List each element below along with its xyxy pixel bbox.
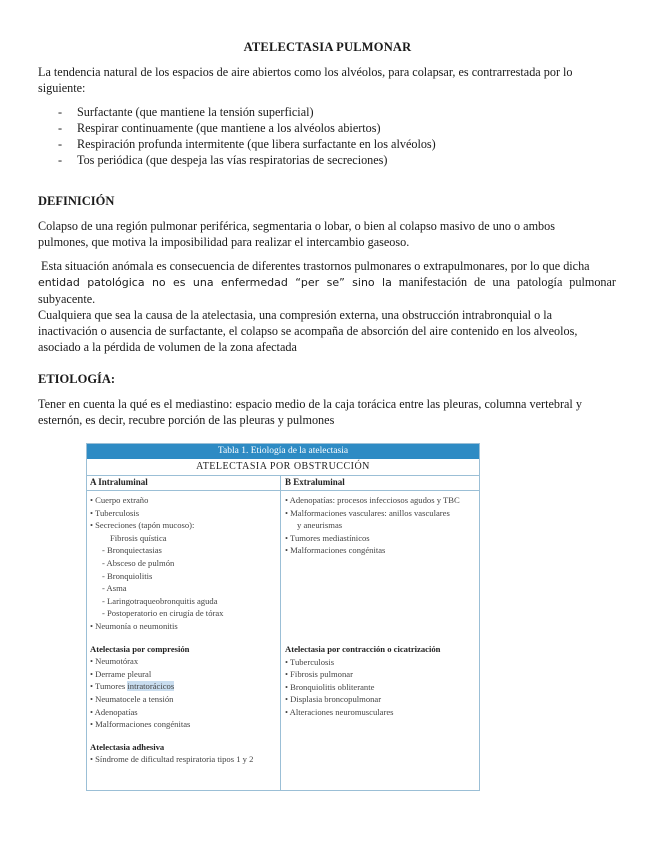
def-p1-line-2: pulmones, que motiva la imposibilidad para realizar el intercambio gaseoso. bbox=[38, 235, 410, 249]
table-row: • Neumonía o neumonitis bbox=[90, 620, 178, 631]
table-section-title: Atelectasia por compresión bbox=[90, 643, 190, 654]
list-item: - Tos periódica (que despeja las vías respiratorias de secreciones) bbox=[56, 152, 436, 168]
table-row: • Derrame pleural bbox=[90, 668, 152, 679]
definicion-paragraph-2 bbox=[38, 258, 616, 355]
table-row: • Tuberculosis bbox=[90, 507, 140, 518]
table-column-headers bbox=[87, 475, 479, 491]
text-highlight: intratorácicos bbox=[127, 681, 175, 692]
table-row: - Postoperatorio en cirugía de tórax bbox=[102, 608, 224, 619]
table-row: • Neumotórax bbox=[90, 656, 139, 667]
table-row: • Tuberculosis bbox=[285, 656, 335, 667]
def-p2-line-3: Cualquiera que sea la causa de la atelectasia, una compresión externa, una obstrucción intrabronquial o la bbox=[38, 308, 553, 322]
intro-paragraph bbox=[38, 64, 616, 96]
table-row: • Cuerpo extraño bbox=[90, 495, 149, 505]
etiologia-heading: ETIOLOGÍA: bbox=[38, 372, 116, 386]
table-section-title: Atelectasia adhesiva bbox=[90, 741, 165, 752]
table-divider bbox=[280, 475, 281, 790]
list-item: - Respirar continuamente (que mantiene a los alvéolos abiertos) bbox=[56, 120, 436, 136]
table-column-a bbox=[90, 494, 278, 766]
def-p2-line-2a: entidad patológica no es una enfermedad “per se” sino la bbox=[38, 276, 392, 289]
table-row: • Fibrosis pulmonar bbox=[285, 669, 353, 680]
table-row: • Tumores mediastínicos bbox=[285, 532, 370, 543]
list-item: - Surfactante (que mantiene la tensión superficial) bbox=[56, 104, 436, 120]
def-p2-line-2 bbox=[38, 274, 616, 307]
table-row bbox=[90, 680, 278, 693]
etio-line-1: Tener en cuenta la qué es el mediastino: espacio medio de la caja torácica entre las pleuras, columna vertebral y bbox=[38, 397, 582, 411]
etio-line-2: esternón, es decir, recubre porción de las pleuras y pulmones bbox=[38, 413, 335, 427]
table-caption: Tabla 1. Etiología de la atelectasia bbox=[87, 444, 479, 459]
table-row: - Laringotraqueobronquitis aguda bbox=[102, 595, 218, 606]
table-row: - Absceso de pulmón bbox=[102, 557, 175, 568]
table-row: • Displasia broncopulmonar bbox=[285, 694, 382, 705]
table-row: • Neumatocele a tensión bbox=[90, 693, 174, 704]
table-row: • Secreciones (tapón mucoso): bbox=[90, 520, 195, 531]
table-row: - Bronquiolitis bbox=[102, 570, 153, 581]
table-section-title: Atelectasia por contracción o cicatrización bbox=[285, 643, 441, 654]
etiology-table-figure bbox=[86, 443, 480, 791]
table-row: • Síndrome de dificultad respiratoria tipos 1 y 2 bbox=[90, 754, 254, 765]
table-row: Fibrosis quística bbox=[110, 532, 167, 543]
col-b-header: B Extraluminal bbox=[285, 477, 345, 487]
def-p2-line-5: asociado a la pérdida de volumen de la zona afectada bbox=[38, 340, 297, 354]
def-p2-line-4: inactivación o ausencia de surfactante, el colapso se acompaña de absorción del aire contenido en los alveolos, bbox=[38, 324, 578, 338]
table-row: • Bronquiolitis obliterante bbox=[285, 681, 375, 692]
table-row: y aneurismas bbox=[297, 520, 343, 531]
table-row: • Adenopatías: procesos infecciosos agudos y TBC bbox=[285, 495, 460, 505]
definicion-heading: DEFINICIÓN bbox=[38, 194, 115, 208]
table-row: • Alteraciones neuromusculares bbox=[285, 706, 394, 717]
def-p2-line-1: Esta situación anómala es consecuencia de diferentes trastornos pulmonares o extrapulmonares, por lo que dicha bbox=[41, 259, 590, 273]
table-row: • Malformaciones congénitas bbox=[285, 545, 386, 556]
highlighted-text: • Tumores intratorácicos bbox=[90, 681, 175, 692]
intro-line-2: siguiente: bbox=[38, 81, 86, 95]
intro-list bbox=[56, 104, 436, 168]
table-subtitle: ATELECTASIA POR OBSTRUCCIÓN bbox=[87, 459, 479, 476]
etiologia-paragraph bbox=[38, 396, 616, 428]
table-row: - Bronquiectasias bbox=[102, 545, 162, 556]
table-column-b bbox=[285, 494, 475, 719]
col-a-header: A Intraluminal bbox=[90, 477, 148, 487]
intro-line-1: La tendencia natural de los espacios de aire abiertos como los alvéolos, para colapsar, es contrarrestada por lo bbox=[38, 65, 573, 79]
def-p1-line-1: Colapso de una región pulmonar periférica, segmentaria o lobar, o bien al colapso masivo de uno o ambos bbox=[38, 219, 555, 233]
page-title: ATELECTASIA PULMONAR bbox=[243, 40, 412, 54]
table-row: • Malformaciones vasculares: anillos vasculares bbox=[285, 507, 450, 518]
def-p2-line-2b: manifestación de una patología pulmonar subyacente. bbox=[38, 275, 616, 306]
list-item: - Respiración profunda intermitente (que libera surfactante en los alvéolos) bbox=[56, 136, 436, 152]
table-row: • Adenopatías bbox=[90, 706, 138, 717]
table-row: • Malformaciones congénitas bbox=[90, 719, 191, 730]
definicion-paragraph-1 bbox=[38, 218, 616, 250]
table-row: - Asma bbox=[102, 583, 127, 594]
